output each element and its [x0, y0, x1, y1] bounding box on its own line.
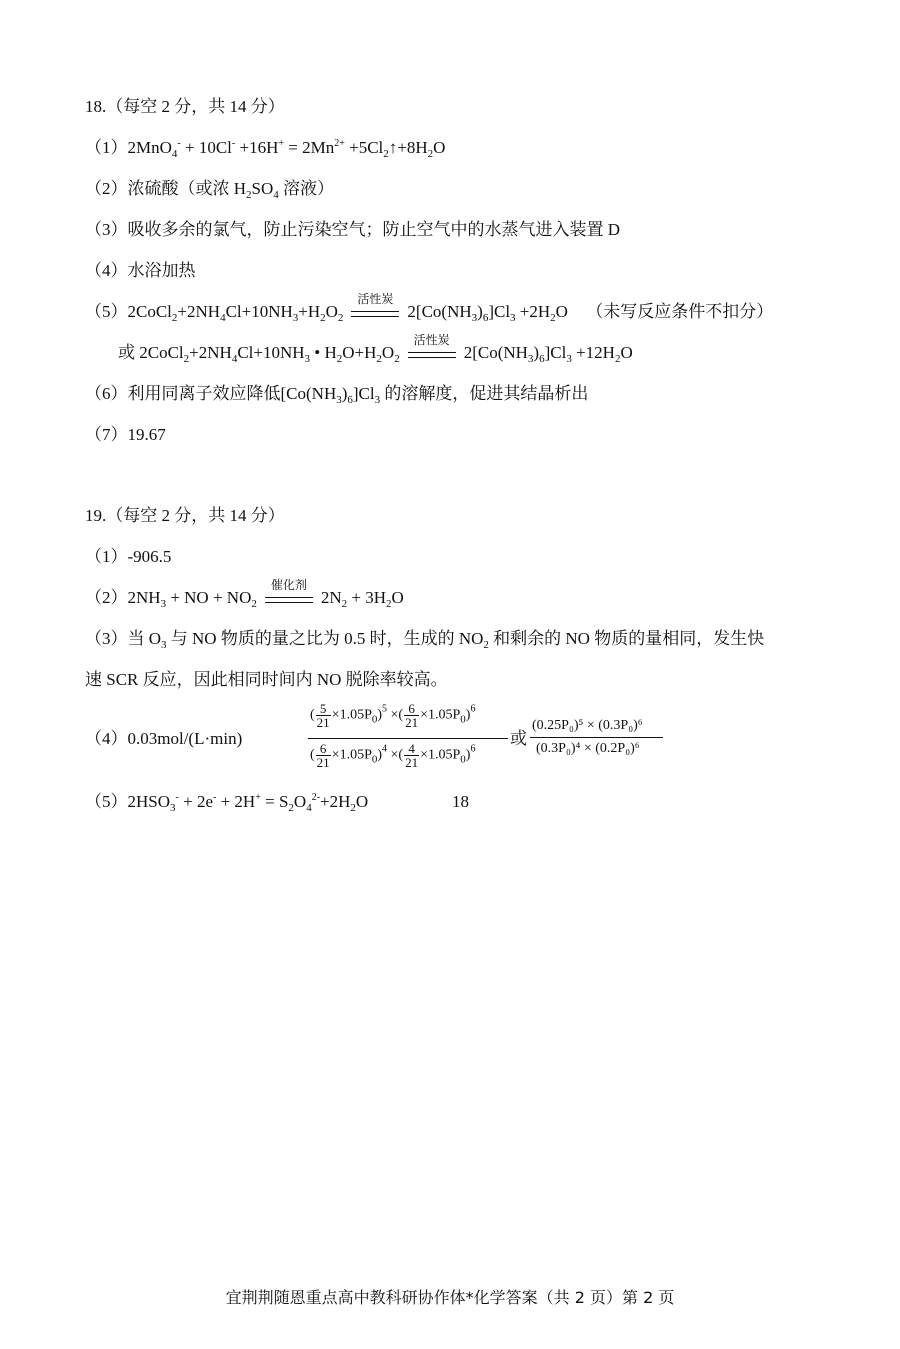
q18-heading: 18.（每空 2 分，共 14 分）	[85, 97, 285, 116]
q19-heading: 19.（每空 2 分，共 14 分）	[85, 506, 285, 525]
reaction-condition-arrow: 催化剂	[263, 592, 315, 606]
kp-fraction-2	[530, 716, 665, 760]
kp-fraction-2-denominator: (0.3P₀)⁴ × (0.2P₀)⁶	[536, 741, 640, 756]
kp-fraction-2-numerator: (0.25P₀)⁵ × (0.3P₀)⁶	[532, 718, 643, 733]
reaction-condition-arrow: 活性炭	[349, 306, 401, 320]
kp-fraction-1	[308, 702, 508, 772]
page-footer: 宜荆荆随恩重点高中教科研协作体*化学答案（共 2 页）第 2 页	[225, 1288, 675, 1307]
q18-answer-3: （3）吸收多余的氯气，防止污染空气；防止空气中的水蒸气进入装置 D	[85, 220, 621, 239]
q18-answer-5: $(5)2CoCl_2+2NH_4Cl+10NH_3+H_2O_2$ 活性炭 $2[Co(NH_3)_6]Cl_3 +2H_2O$ （未写反应条件不扣分）	[85, 292, 774, 324]
kp-fraction-1-numerator: ( $\frac{5}{21}$ $\times 1.05P_0)^5$ ×( $\frac{6}{21}$ $\times 1.05P_0)^6$	[310, 701, 476, 730]
q18-answer-5-note: （未写反应条件不扣分）	[586, 302, 774, 321]
or-text: 或	[510, 729, 527, 748]
q19-answer-4: （4）0.03mol/(L·min)	[85, 729, 243, 748]
q18-answer-1: $(1)2MnO_4^- + 10Cl^- +16H^+ = 2Mn^{2+}$ $+5Cl_2↑+8H_2O$	[85, 138, 446, 160]
q18-answer-6: （6）利用同离子效应降低$[Co(NH_3)_6]Cl_3$ 的溶解度，促进其结晶析出	[85, 384, 589, 406]
q18-answer-4: （4）水浴加热	[85, 261, 196, 280]
rate-value: 0.03mol/(L·min)	[127, 729, 243, 748]
q19-answer-5-value: 18	[452, 792, 469, 811]
reaction-condition-arrow: 活性炭	[406, 347, 458, 361]
q19-answer-2: $(2)2NH_3$ + NO + $NO_2$ 催化剂 $2N_2 + 3H_2O$	[85, 578, 404, 610]
q19-answer-3-cont: 速 SCR 反应，因此相同时间内 NO 脱除率较高。	[85, 670, 448, 689]
q18-answer-2: （2）浓硫酸（或浓 $H_2SO_4$ 溶液）	[85, 179, 335, 201]
q18-answer-5-alt: 或 $2CoCl_2+2NH_4Cl+10NH_3$ • $H_2O+H_2O_2$ 活性炭 $2[Co(NH_3)_6]Cl_3 +12H_2O$	[118, 333, 633, 365]
q19-answer-3: （3）当 $O_3$ 与 NO 物质的量之比为 0.5 时，生成的 $NO_2$ 和剩余的 NO 物质的量相同，发生快	[85, 629, 765, 651]
q18-answer-7: （7）19.67	[85, 425, 166, 444]
q19-answer-1: （1）-906.5	[85, 547, 172, 566]
q19-answer-5: $(5)2HSO_3^- + 2e^- + 2H^+ = S_2O_4^{2-}+2H_2O$	[85, 792, 369, 814]
kp-fraction-1-denominator: ( $\frac{6}{21}$ $\times 1.05P_0)^4$ ×( $\frac{4}{21}$ $\times 1.05P_0)^6$	[310, 741, 476, 770]
